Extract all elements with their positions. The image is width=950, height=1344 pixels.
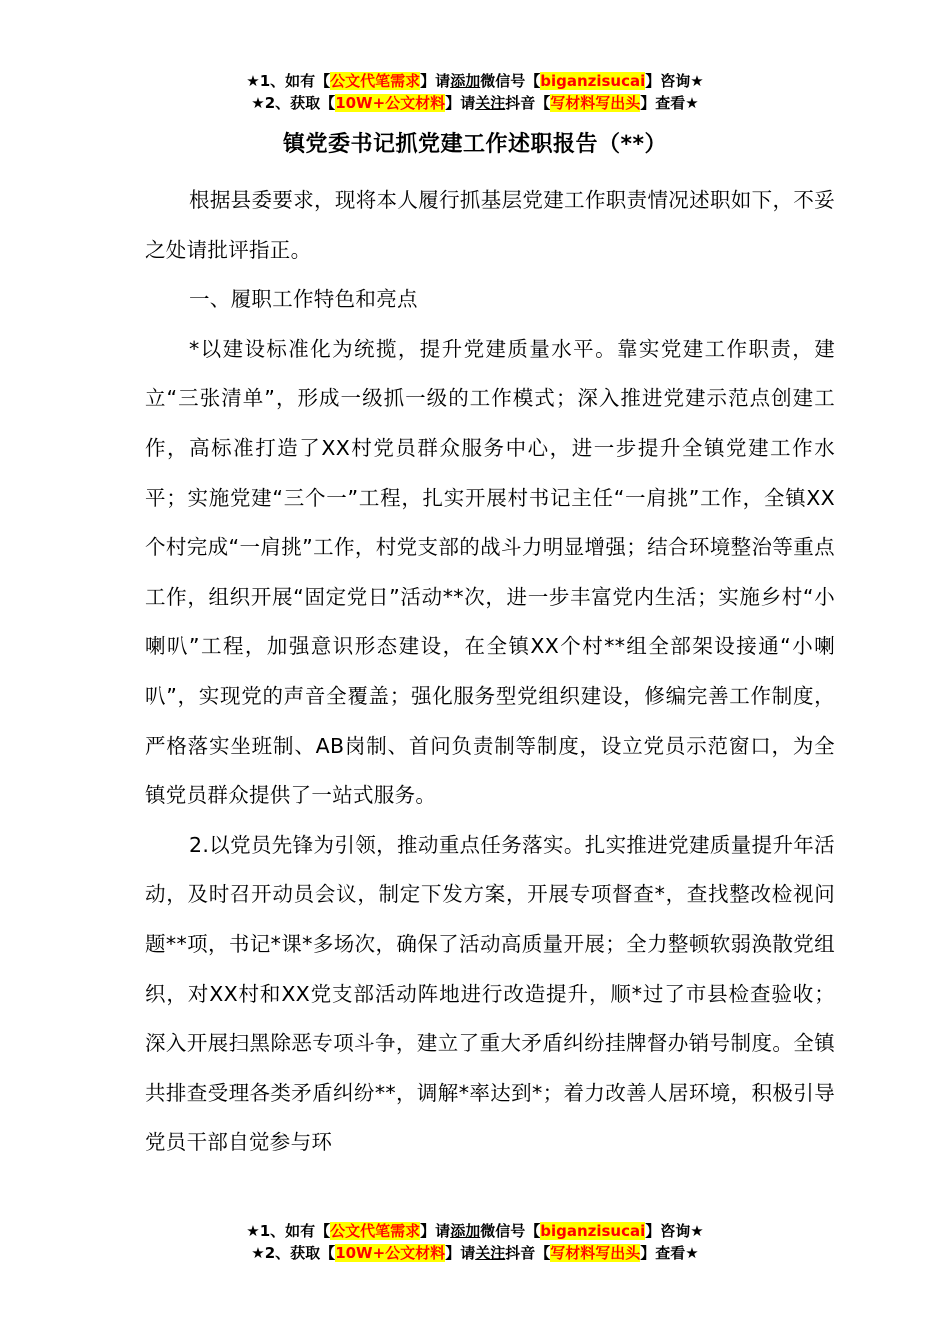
banner-text: 微信号【: [480, 72, 541, 90]
highlight-wechat-id: biganzisucai: [540, 72, 646, 90]
highlight-service: 公文代笔需求: [330, 72, 421, 90]
banner-text: 微信号【: [480, 1222, 541, 1240]
paragraph-item-2: 2.以党员先锋为引领，推动重点任务落实。扎实推进党建质量提升年活动，及时召开动员会议，制定下发方案，开展专项督查*，查找整改检视问题**项，书记*课*多场次，确保了活动高质量开展；全力整顿软弱涣散党组织，对XX村和XX党支部活动阵地进行改造提升，顺*过了市县检查验收；深入开展扫黑除恶专项斗争，建立了重大矛盾纠纷挂牌督办销号制度。全镇共排查受理各类矛盾纠纷**，调解*率达到*；着力改善人居环境，积极引导党员干部自觉参与环: [145, 832, 835, 1155]
banner-text: 】咨询★: [645, 1222, 704, 1240]
banner-underlined-text: 关注: [475, 1244, 506, 1262]
paragraph-item-1: *以建设标准化为统揽，提升党建质量水平。靠实党建工作职责，建立“三张清单”，形成一级抓一级的工作模式；深入推进党建示范点创建工作，高标准打造了XX村党员群众服务中心，进一步提升全镇党建工作水平；实施党建“三个一”工程，扎实开展村书记主任“一肩挑”工作，全镇XX个村完成“一肩挑”工作，村党支部的战斗力明显增强；结合环境整治等重点工作，组织开展“固定党日”活动**次，进一步丰富党内生活；实施乡村“小喇叭”工程，加强意识形态建设，在全镇XX个村**组全部架设接通“小喇叭”，实现党的声音全覆盖；强化服务型党组织建设，修编完善工作制度，严格落实坐班制、AB岗制、首问负责制等制度，设立党员示范窗口，为全镇党员群众提供了一站式服务。: [145, 336, 835, 808]
banner-text: 】查看★: [640, 1244, 699, 1262]
highlight-materials: 10W+公文材料: [335, 1244, 446, 1262]
banner-text: 抖音【: [505, 94, 551, 112]
footer-banner: [0, 1220, 950, 1264]
section-heading: 一、履职工作特色和亮点: [189, 287, 418, 312]
banner-text: 抖音【: [505, 1244, 551, 1262]
banner-text: ★1、如有【: [246, 1222, 331, 1240]
banner-text: ★2、获取【: [251, 94, 336, 112]
banner-text: 】查看★: [640, 94, 699, 112]
banner-text: 】请: [420, 72, 451, 90]
highlight-douyin-account: 写材料写出头: [550, 94, 641, 112]
banner-line-1: [0, 70, 950, 92]
banner-text: 】请: [445, 94, 476, 112]
document-body: [145, 176, 835, 1168]
banner-line-2: [0, 92, 950, 114]
banner-underlined-text: 添加: [450, 1222, 481, 1240]
banner-text: 】咨询★: [645, 72, 704, 90]
highlight-service: 公文代笔需求: [330, 1222, 421, 1240]
highlight-douyin-account: 写材料写出头: [550, 1244, 641, 1262]
footer-line-2: [0, 1242, 950, 1264]
banner-underlined-text: 关注: [475, 94, 506, 112]
banner-text: 】请: [445, 1244, 476, 1262]
highlight-wechat-id: biganzisucai: [540, 1222, 646, 1240]
highlight-materials: 10W+公文材料: [335, 94, 446, 112]
banner-text: ★1、如有【: [246, 72, 331, 90]
banner-underlined-text: 添加: [450, 72, 481, 90]
paragraph-intro: 根据县委要求，现将本人履行抓基层党建工作职责情况述职如下，不妥之处请批评指正。: [145, 188, 835, 262]
header-banner: [0, 70, 950, 114]
banner-text: 】请: [420, 1222, 451, 1240]
footer-line-1: [0, 1220, 950, 1242]
document-title: 镇党委书记抓党建工作述职报告（**）: [282, 132, 667, 157]
banner-text: ★2、获取【: [251, 1244, 336, 1262]
